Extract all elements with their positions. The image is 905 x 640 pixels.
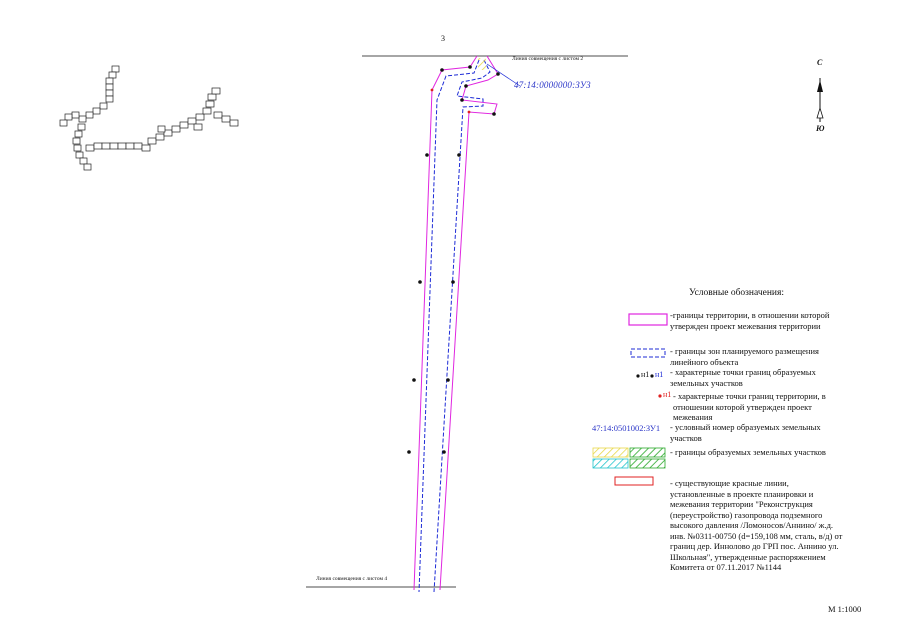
legend-red-line-sample	[615, 477, 653, 485]
legend-point-label-b: н1	[655, 370, 664, 379]
north-label: С	[817, 58, 823, 67]
legend-item-zone: - границы зон планируемого размещения линейного объекта	[670, 346, 819, 367]
parcel-label: 47:14:0000000:ЗУ3	[514, 80, 591, 90]
legend-item-parcels: - границы образуемых земельных участков	[670, 447, 826, 457]
join-label-top: Линия совмещения с листом 2	[512, 56, 584, 62]
legend-hatch-samples	[593, 448, 665, 468]
legend-zone-sample	[631, 349, 665, 357]
zone-boundary	[419, 60, 490, 592]
legend-item-points: - характерные точки границ образуемых земельных участков	[670, 367, 816, 388]
overview-key-map	[60, 66, 238, 170]
legend-territory-point-label: н1	[663, 390, 672, 399]
north-arrow-icon	[817, 78, 823, 122]
legend-item-red-lines: - существующие красные линии, установленные в проекте планировки и межевания территории "Реконструкция (переустройство) газопровода подземного высокого давления /Ломоносов/Аннино/ ж.д. инв. №0311-00750 (d=159,108 мм, сталь, в/д) от границ дер. Иннолово до ГРП пос. Аннино ул. Школьная", утвержденные распоряжением Комитета от 07.11.2017 №1144	[670, 478, 843, 572]
join-label-bottom: Линия совмещения с листом 4	[316, 576, 388, 582]
sheet-number: 3	[441, 34, 445, 43]
legend-territory-sample	[629, 314, 667, 325]
territory-boundary	[414, 56, 498, 590]
legend-point-label-a: н1	[641, 370, 650, 379]
legend-title: Условные обозначения:	[689, 288, 785, 298]
legend-item-territory: -границы территории, в отношении которой утвержден проект межевания территории	[670, 310, 830, 331]
legend-item-cad-number: - условный номер образуемых земельных участков	[670, 422, 821, 443]
scale-label: М 1:1000	[828, 604, 862, 614]
parcel-hatch	[478, 58, 486, 70]
south-label: Ю	[816, 124, 825, 133]
legend-cad-sample: 47:14:0501002:ЗУ1	[592, 423, 661, 433]
legend-item-territory-points: - характерные точки границ территории, в отношении которой утвержден проект межевания	[673, 391, 826, 422]
